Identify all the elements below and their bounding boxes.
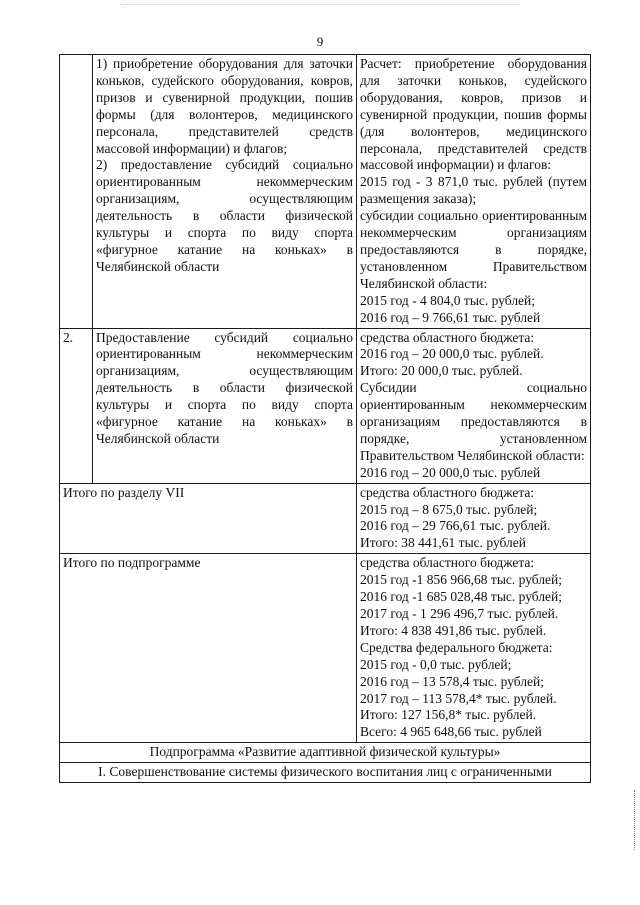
funding-cell bbox=[357, 483, 591, 554]
funding-line: Итого: 127 156,8* тыс. рублей. bbox=[360, 707, 537, 723]
measure-description-cell bbox=[93, 328, 357, 483]
funding-line: Средства федерального бюджета: bbox=[360, 639, 553, 655]
funding-line: 2015 год -1 856 966,68 тыс. рублей; bbox=[360, 572, 563, 588]
section-heading-row bbox=[60, 763, 591, 783]
section-total-row bbox=[60, 483, 591, 554]
measure-item: 1) приобретение оборудования для заточки коньков, судейского оборудования, ковров, призов и сувенирной продукции, пошив формы (для волонтеров, медицинского персонала, представителей средств массовой информации) и флагов; bbox=[96, 56, 353, 156]
row-number-cell: 2. bbox=[60, 328, 93, 483]
funding-line: средства областного бюджета: bbox=[360, 555, 535, 571]
funding-cell bbox=[357, 554, 591, 743]
section-heading: I. Совершенствование системы физического воспитания лиц с ограниченными bbox=[60, 763, 591, 783]
scan-artifact bbox=[120, 4, 520, 6]
measure-description-cell bbox=[93, 55, 357, 329]
funding-line: 2015 год – 8 675,0 тыс. рублей; bbox=[360, 501, 538, 517]
funding-cell bbox=[357, 55, 591, 329]
funding-line: Расчет: приобретение оборудования для заточки коньков, судейского оборудования, ковров, призов и сувенирной продукции, пошив формы (для волонтеров, медицинского персонала, представителей средств массовой информации) и флагов: bbox=[360, 56, 587, 173]
table-row bbox=[60, 328, 591, 483]
funding-line: 2016 год – 13 578,4 тыс. рублей; bbox=[360, 673, 545, 689]
subprogram-heading: Подпрограмма «Развитие адаптивной физической культуры» bbox=[60, 743, 591, 763]
funding-line: Всего: 4 965 648,66 тыс. рублей bbox=[360, 724, 542, 740]
subprogram-total-row bbox=[60, 554, 591, 743]
section-total-label: Итого по разделу VII bbox=[60, 483, 357, 554]
funding-line: субсидии социально ориентированным некоммерческим организациям предоставляются в порядке, установленном Правительством Челябинской области: bbox=[360, 208, 587, 291]
funding-line: 2015 год - 0,0 тыс. рублей; bbox=[360, 656, 512, 672]
subprogram-heading-row bbox=[60, 743, 591, 763]
funding-table bbox=[59, 54, 591, 783]
funding-line: 2016 год – 29 766,61 тыс. рублей. bbox=[360, 518, 551, 534]
table-row bbox=[60, 55, 591, 329]
subprogram-total-label: Итого по подпрограмме bbox=[60, 554, 357, 743]
measure-item: Предоставление субсидий социально ориентированным некоммерческим организациям, осуществляющим деятельность в области физической культуры и спорта по виду спорта «фигурное катание на коньках» в Челябинской области bbox=[96, 329, 353, 446]
funding-line: 2015 год - 4 804,0 тыс. рублей; bbox=[360, 292, 536, 308]
funding-line: 2016 год -1 685 028,48 тыс. рублей; bbox=[360, 589, 563, 605]
funding-line: Итого: 20 000,0 тыс. рублей. bbox=[360, 363, 523, 379]
row-number-cell bbox=[60, 55, 93, 329]
funding-line: 2016 год – 9 766,61 тыс. рублей bbox=[360, 309, 541, 325]
funding-line: 2017 год – 113 578,4* тыс. рублей. bbox=[360, 690, 557, 706]
funding-line: 2016 год – 20 000,0 тыс. рублей. bbox=[360, 346, 544, 362]
funding-line: Итого: 38 441,61 тыс. рублей bbox=[360, 535, 527, 551]
funding-line: 2016 год – 20 000,0 тыс. рублей bbox=[360, 464, 541, 480]
funding-line: Субсидии социально ориентированным некоммерческим организациям предоставляются в порядке, установленном Правительством Челябинской области: bbox=[360, 380, 587, 463]
funding-line: 2015 год - 3 871,0 тыс. рублей (путем размещения заказа); bbox=[360, 174, 587, 207]
scan-edge-mark bbox=[634, 790, 638, 850]
page-number: 9 bbox=[316, 34, 324, 49]
funding-line: средства областного бюджета: bbox=[360, 484, 535, 500]
funding-line: 2017 год - 1 296 496,7 тыс. рублей. bbox=[360, 606, 559, 621]
funding-line: Итого: 4 838 491,86 тыс. рублей. bbox=[360, 622, 547, 638]
funding-line: средства областного бюджета: bbox=[360, 329, 535, 345]
funding-cell bbox=[357, 328, 591, 483]
measure-item: 2) предоставление субсидий социально ориентированным некоммерческим организациям, осуществляющим деятельность в области физической культуры и спорта по виду спорта «фигурное катание на коньках» в Челябинской области bbox=[96, 157, 353, 274]
